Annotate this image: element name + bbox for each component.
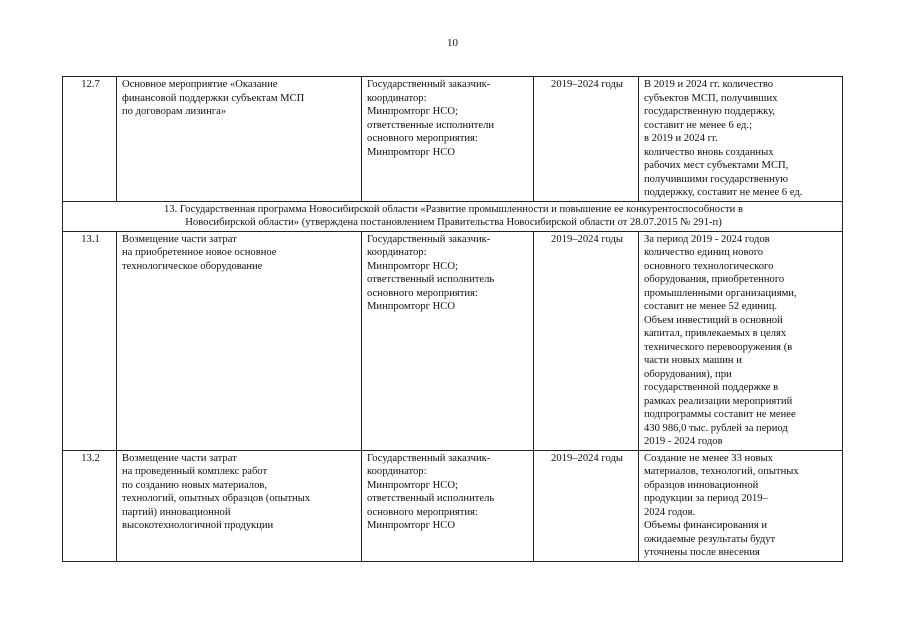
result-line: Объем инвестиций в основной [644, 314, 783, 326]
event-line: технологическое оборудование [122, 260, 263, 272]
result-line: В 2019 и 2024 гг. количество [644, 79, 774, 90]
executor-cell [362, 77, 534, 202]
result-line: субъектов МСП, получивших [644, 92, 778, 104]
event-line: Возмещение части затрат [122, 233, 237, 245]
event-line: Основное мероприятие «Оказание [122, 79, 278, 90]
result-cell [639, 77, 843, 202]
event-cell [117, 77, 362, 202]
result-line: количество вновь созданных [644, 146, 774, 158]
event-line: финансовой поддержки субъектам МСП [122, 92, 305, 104]
executor-line: Минпромторг НСО; [367, 479, 458, 491]
result-line: получившими государственную [644, 173, 789, 185]
event-line: Возмещение части затрат [122, 452, 237, 464]
row-number-cell [63, 231, 117, 450]
event-cell [117, 450, 362, 561]
executor-line: координатор: [367, 92, 427, 104]
result-line: 2019 - 2024 годов [644, 436, 723, 447]
result-line: государственной поддержке в [644, 382, 779, 393]
result-line: подпрограммы составит не менее [644, 409, 796, 420]
executor-line: основного мероприятия: [367, 133, 478, 144]
page-number: 10 [447, 37, 458, 49]
result-line: составит не менее 52 единиц. [644, 301, 778, 312]
result-line: государственную поддержку, [644, 106, 776, 117]
result-line: 430 986,0 тыс. рублей за период [644, 422, 788, 434]
period-text: 2019–2024 годы [551, 79, 623, 90]
executor-line: Государственный заказчик- [367, 233, 491, 245]
row-number: 13.2 [81, 452, 100, 464]
table-row [63, 231, 843, 450]
period-text: 2019–2024 годы [551, 452, 623, 464]
executor-line: ответственный исполнитель [367, 493, 495, 504]
result-cell [639, 231, 843, 450]
table-row [63, 450, 843, 561]
executor-line: Государственный заказчик- [367, 452, 491, 464]
result-line: основного технологического [644, 260, 774, 272]
row-number-cell [63, 77, 117, 202]
executor-line: координатор: [367, 466, 427, 477]
executor-line: ответственный исполнитель [367, 274, 495, 285]
section-heading-line: 13. Государственная программа Новосибирской области «Развитие промышленности и повышение ее конкурентоспособности в [164, 203, 743, 215]
event-line: на проведенный комплекс работ [122, 466, 268, 477]
period-cell [534, 231, 639, 450]
result-line: промышленными организациями, [644, 287, 797, 299]
period-cell [534, 450, 639, 561]
table-row [63, 77, 843, 202]
executor-cell [362, 450, 534, 561]
result-line: рамках реализации мероприятий [644, 395, 793, 407]
result-line: оборудования), при [644, 368, 732, 380]
result-line: образцов инновационной [644, 479, 759, 491]
section-heading-line: Новосибирской области» (утверждена постановлением Правительства Новосибирской области от 28.07.2015 № 291-п) [185, 217, 722, 228]
executor-line: Минпромторг НСО; [367, 106, 458, 117]
result-line: материалов, технологий, опытных [644, 466, 799, 477]
result-line: ожидаемые результаты будут [644, 533, 776, 545]
executor-line: координатор: [367, 247, 427, 258]
executor-line: основного мероприятия: [367, 506, 478, 518]
executor-cell [362, 231, 534, 450]
executor-line: Минпромторг НСО [367, 301, 455, 312]
event-line: по созданию новых материалов, [122, 479, 268, 491]
event-line: по договорам лизинга» [122, 106, 227, 117]
row-number: 12.7 [81, 79, 100, 90]
result-line: Создание не менее 33 новых [644, 452, 773, 464]
result-line: Объемы финансирования и [644, 520, 768, 531]
section-heading-cell [63, 201, 843, 231]
executor-line: Минпромторг НСО [367, 146, 455, 158]
period-cell [534, 77, 639, 202]
result-line: уточнены после внесения [644, 547, 760, 558]
result-line: продукции за период 2019– [644, 493, 768, 504]
executor-line: Минпромторг НСО [367, 520, 455, 531]
event-line: технологий, опытных образцов (опытных [122, 493, 311, 504]
result-line: количество единиц нового [644, 247, 764, 258]
event-line: высокотехнологичной продукции [122, 520, 274, 531]
row-number: 13.1 [81, 233, 100, 245]
result-line: части новых машин и [644, 355, 742, 366]
executor-line: Минпромторг НСО; [367, 260, 458, 272]
event-line: на приобретенное новое основное [122, 247, 277, 258]
result-cell [639, 450, 843, 561]
result-line: оборудования, приобретенного [644, 274, 785, 285]
program-table [62, 76, 843, 562]
row-number-cell [63, 450, 117, 561]
result-line: 2024 годов. [644, 506, 696, 518]
result-line: рабочих мест субъектами МСП, [644, 160, 789, 171]
result-line: капитал, привлекаемых в целях [644, 328, 787, 339]
event-cell [117, 231, 362, 450]
result-line: технического перевооружения (в [644, 341, 793, 353]
result-line: в 2019 и 2024 гг. [644, 133, 718, 144]
event-line: партий) инновационной [122, 506, 231, 518]
period-text: 2019–2024 годы [551, 233, 623, 245]
section-row [63, 201, 843, 231]
result-line: составит не менее 6 ед.; [644, 119, 753, 131]
result-line: поддержку, составит не менее 6 ед. [644, 187, 803, 198]
executor-line: Государственный заказчик- [367, 79, 491, 90]
executor-line: основного мероприятия: [367, 287, 478, 299]
result-line: За период 2019 - 2024 годов [644, 233, 770, 245]
executor-line: ответственные исполнители [367, 119, 495, 131]
